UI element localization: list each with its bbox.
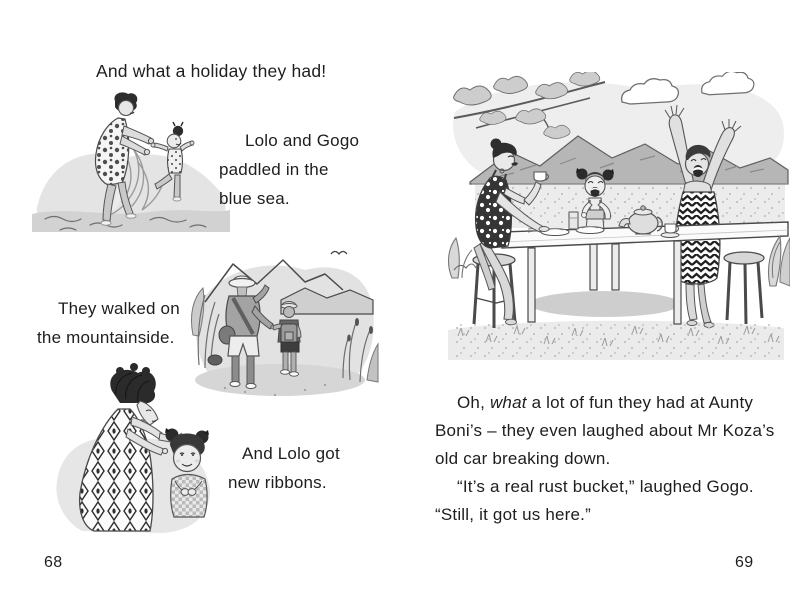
illustration-tea-party	[440, 72, 790, 377]
text-line: paddled in the	[219, 160, 329, 179]
italic-word: what	[489, 393, 527, 412]
text-line: blue sea.	[219, 189, 290, 208]
paragraph-aunty-bonis	[435, 389, 775, 529]
shrub-left	[449, 238, 476, 278]
text-line: They walked on	[58, 299, 180, 318]
text-span: a lot of fun they had at Aunty	[526, 393, 754, 412]
shrub-right	[768, 236, 790, 286]
grass-tufts	[452, 322, 782, 358]
text-line: And Lolo got	[242, 444, 340, 463]
text-line: the mountainside.	[37, 328, 175, 347]
text-line	[435, 389, 775, 417]
paragraph-walked	[37, 294, 180, 352]
page-heading: And what a holiday they had!	[96, 61, 327, 81]
paragraph-paddled	[219, 126, 359, 213]
illustration-beach-paddling	[30, 86, 235, 241]
stool-right	[724, 252, 764, 324]
text-line: Boni’s – they even laughed about Mr Koza’s	[435, 421, 775, 440]
illustration-hair-ribbons	[42, 361, 237, 552]
paragraph-ribbons	[228, 439, 340, 497]
text-line: Lolo and Gogo	[245, 131, 360, 150]
bird-icon	[331, 252, 347, 255]
text-line: new ribbons.	[228, 473, 327, 492]
text-span: Oh,	[457, 393, 490, 412]
text-line: “Still, it got us here.”	[435, 505, 591, 524]
text-line: old car breaking down.	[435, 449, 611, 468]
page-number-right: 69	[735, 554, 754, 571]
text-line: “It’s a real rust bucket,” laughed Gogo.	[457, 477, 754, 496]
page-number-left: 68	[44, 554, 63, 571]
